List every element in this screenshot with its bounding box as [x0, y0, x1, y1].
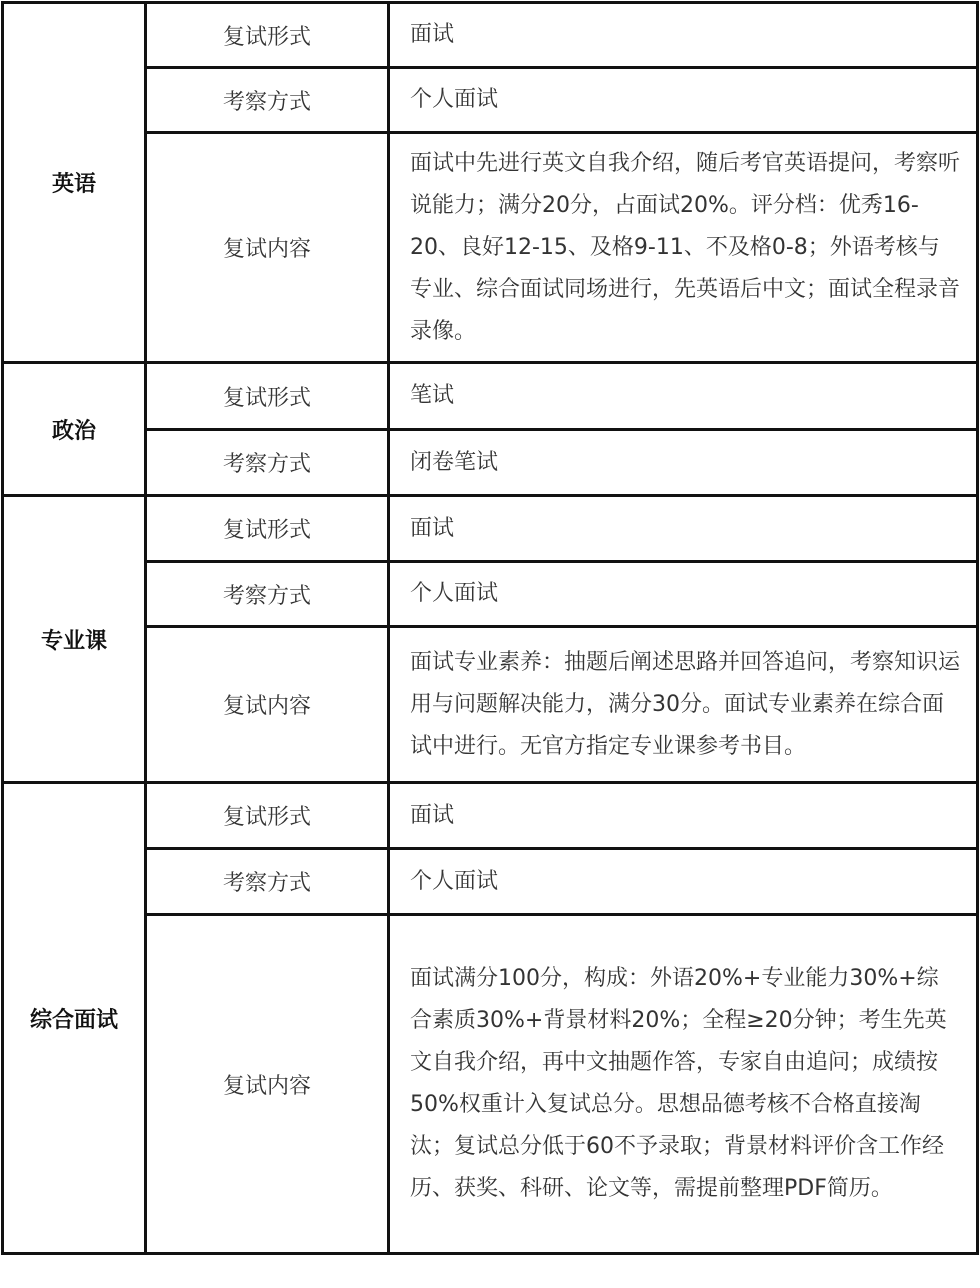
- category-cell-major: 专业课: [3, 496, 146, 783]
- value-cell: 面试专业素养：抽题后阐述思路并回答追问，考察知识运用与问题解决能力，满分30分。面试专业素养在综合面试中进行。无官方指定专业课参考书目。: [389, 627, 978, 783]
- category-cell-english: 英语: [3, 3, 146, 363]
- category-cell-comprehensive-interview: 综合面试: [3, 783, 146, 1254]
- label-cell: 复试形式: [146, 783, 389, 849]
- table-row: [3, 430, 978, 496]
- value-cell: 闭卷笔试: [389, 430, 978, 496]
- retest-info-table: [1, 1, 979, 1255]
- value-cell: 个人面试: [389, 562, 978, 627]
- value-cell: 个人面试: [389, 68, 978, 133]
- value-cell: 面试中先进行英文自我介绍，随后考官英语提问，考察听说能力；满分20分，占面试20%。评分档：优秀16-20、良好12-15、及格9-11、不及格0-8；外语考核与专业、综合面试同场进行，先英语后中文；面试全程录音录像。: [389, 133, 978, 363]
- label-cell: 考察方式: [146, 430, 389, 496]
- category-cell-politics: 政治: [3, 363, 146, 496]
- table-row: [3, 496, 978, 562]
- label-cell: 复试形式: [146, 363, 389, 430]
- table-row: [3, 562, 978, 627]
- label-cell: 复试形式: [146, 3, 389, 68]
- table-row: [3, 783, 978, 849]
- value-cell: 面试: [389, 3, 978, 68]
- label-cell: 复试内容: [146, 627, 389, 783]
- label-cell: 考察方式: [146, 68, 389, 133]
- label-cell: 考察方式: [146, 562, 389, 627]
- table-row: [3, 68, 978, 133]
- value-cell: 面试: [389, 496, 978, 562]
- label-cell: 复试内容: [146, 133, 389, 363]
- value-cell: 个人面试: [389, 849, 978, 915]
- value-cell: 面试: [389, 783, 978, 849]
- table-row: [3, 3, 978, 68]
- label-cell: 复试形式: [146, 496, 389, 562]
- table-row: [3, 133, 978, 363]
- label-cell: 复试内容: [146, 915, 389, 1254]
- label-cell: 考察方式: [146, 849, 389, 915]
- table-row: [3, 915, 978, 1254]
- value-cell: 面试满分100分，构成：外语20%+专业能力30%+综合素质30%+背景材料20%；全程≥20分钟；考生先英文自我介绍，再中文抽题作答，专家自由追问；成绩按50%权重计入复试总分。思想品德考核不合格直接淘汰；复试总分低于60不予录取；背景材料评价含工作经历、获奖、科研、论文等，需提前整理PDF简历。: [389, 915, 978, 1254]
- table-row: [3, 849, 978, 915]
- table-row: [3, 627, 978, 783]
- value-cell: 笔试: [389, 363, 978, 430]
- table-row: [3, 363, 978, 430]
